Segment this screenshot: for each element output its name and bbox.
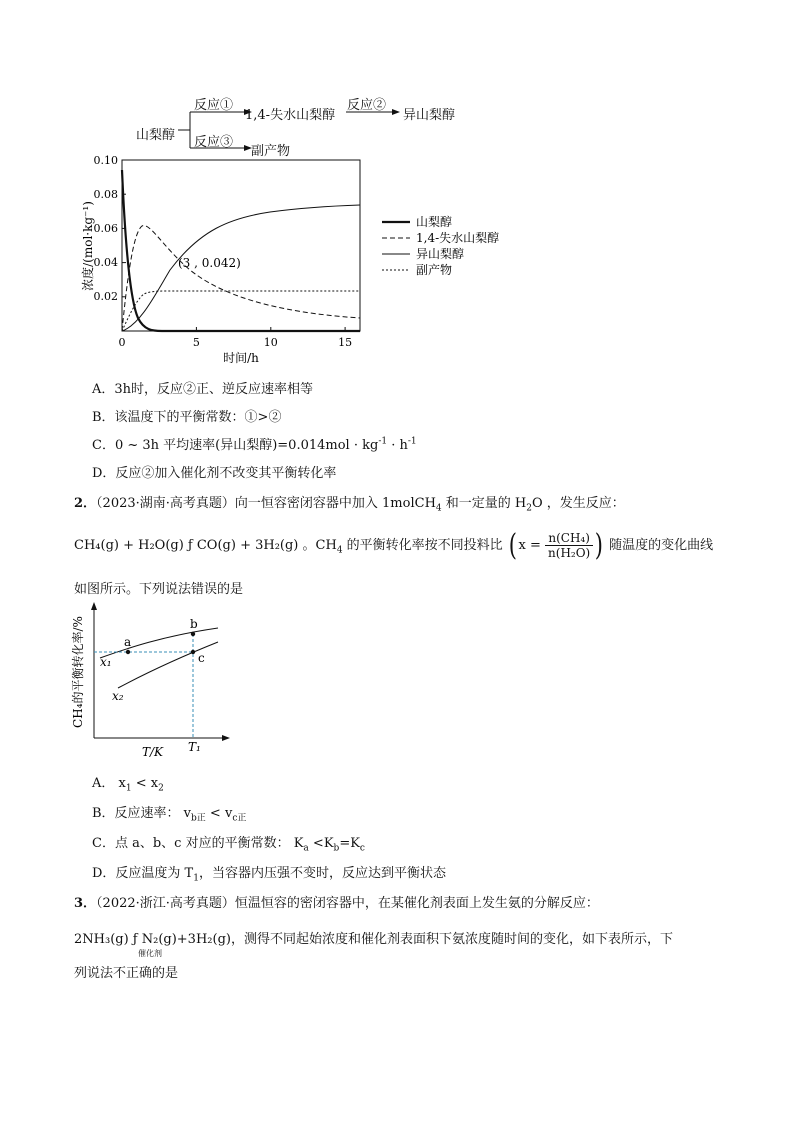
label-b: b (190, 617, 198, 631)
q2-option-c[interactable]: C．点 a、b、c 对应的平衡常数： $K_a <K_b=K_c$ (92, 836, 365, 854)
chart1-ytick: 0.10 (93, 154, 118, 167)
curve-isosorbide (122, 205, 360, 331)
chart1-ytick: 0.02 (93, 290, 118, 303)
chart1-ytick: 0.06 (93, 222, 118, 235)
chart1-xtick: 5 (192, 336, 200, 349)
chart1-xtick: 0 (118, 336, 126, 349)
curve-sorbitol (122, 170, 360, 331)
legend-label: 山梨醇 (416, 215, 453, 229)
scheme-reaction-3: 反应③ (194, 135, 234, 150)
q3-equation-line: 2NH₃(g) ƒ N₂(g)+3H₂(g) 催化剂 ，测得不同起始浓度和催化剂表面积下氨浓度随时间的变化，如下表所示，下 (74, 932, 673, 958)
scheme-product-3: 副产物 (251, 144, 291, 159)
q3-stem-line1: 3．（2022·浙江·高考真题）恒温恒容的密闭容器中，在某催化剂表面上发生氨的分解反应： (74, 896, 599, 911)
concentration-chart-svg (70, 150, 520, 370)
label-c: c (198, 651, 205, 665)
legend-label: 1,4-失水山梨醇 (416, 231, 500, 245)
point-a (126, 650, 130, 654)
legend-label: 异山梨醇 (416, 247, 465, 261)
point-c (191, 650, 195, 654)
chart2-xlabel: T/K (142, 745, 164, 758)
q2-option-d[interactable]: D．反应温度为 $T_1$，当容器内压强不变时，反应达到平衡状态 (92, 866, 446, 884)
chart1-ytick: 0.08 (93, 188, 118, 201)
chart1-xtick: 15 (338, 336, 353, 349)
scheme-reaction-2: 反应② (347, 98, 387, 113)
q2-equation-line: CH₄(g) + H₂O(g) ƒ CO(g) + 3H₂(g) 。$CH_4$ 的平衡转化率按不同投料比 ( x = $\frac{\text{n(CH₄)}}{\text{n(H₂O)}}$ ) 随温度的变化曲线 (74, 528, 714, 563)
scheme-product-1: 1,4-失水山梨醇 (245, 108, 336, 123)
chart1-ytick: 0.04 (93, 256, 118, 269)
q3-stem-line3: 列说法不正确的是 (74, 966, 179, 981)
chart1-ylabel: 浓度/(mol·kg⁻¹) (81, 201, 95, 291)
scheme-reaction-1: 反应① (194, 98, 234, 113)
q1-option-d[interactable]: D．反应②加入催化剂不改变其平衡转化率 (92, 466, 337, 481)
point-b (191, 632, 195, 636)
legend-label: 副产物 (416, 263, 453, 277)
curve-x2 (118, 642, 218, 688)
q1-option-b[interactable]: B．该温度下的平衡常数：①>② (92, 410, 282, 425)
chart1-annotation: (3 , 0.042) (178, 256, 241, 270)
curve-anhydro-sorbitol (122, 226, 360, 331)
chart1-xtick: 10 (263, 336, 278, 349)
chart1-frame (122, 160, 360, 331)
label-x2: x₂ (112, 689, 124, 703)
chart2-t1-label: T₁ (188, 740, 201, 754)
chart2-ylabel: CH₄的平衡转化率/% (71, 616, 85, 728)
scheme-product-2: 异山梨醇 (403, 108, 456, 123)
q3-catalyst-label: 催化剂 (138, 949, 162, 958)
q2-ratio-fraction: $\frac{\text{n(CH₄)}}{\text{n(H₂O)}}$ (545, 531, 593, 560)
q2-stem-line2: 如图所示。下列说法错误的是 (74, 582, 244, 597)
conversion-chart (68, 598, 238, 758)
q1-option-a[interactable]: A．3h时，反应②正、逆反应速率相等 (92, 382, 314, 397)
label-a: a (124, 635, 132, 649)
scheme-reactant: 山梨醇 (136, 128, 176, 143)
chart1-xlabel: 时间/h (223, 351, 259, 365)
label-x1: x₁ (100, 655, 112, 669)
q1-option-c[interactable]: C．0 ~ 3h 平均速率(异山梨醇)$=0.014mol \cdot kg^{-1} \cdot h^{-1}$ (92, 436, 417, 453)
q2-option-b[interactable]: B．反应速率： $v_{b正} < v_{c正}$ (92, 806, 247, 824)
q2-option-a[interactable]: A． $x_1 < x_2$ (92, 776, 164, 794)
q2-stem-line1: 2．（2023·湖南·高考真题）向一恒容密闭容器中加入 1molCH$_4$ 和一定量的 $H_2O$ ，发生反应： (74, 496, 625, 514)
q3-equation: 2NH₃(g) ƒ N₂(g)+3H₂(g) (74, 932, 231, 947)
